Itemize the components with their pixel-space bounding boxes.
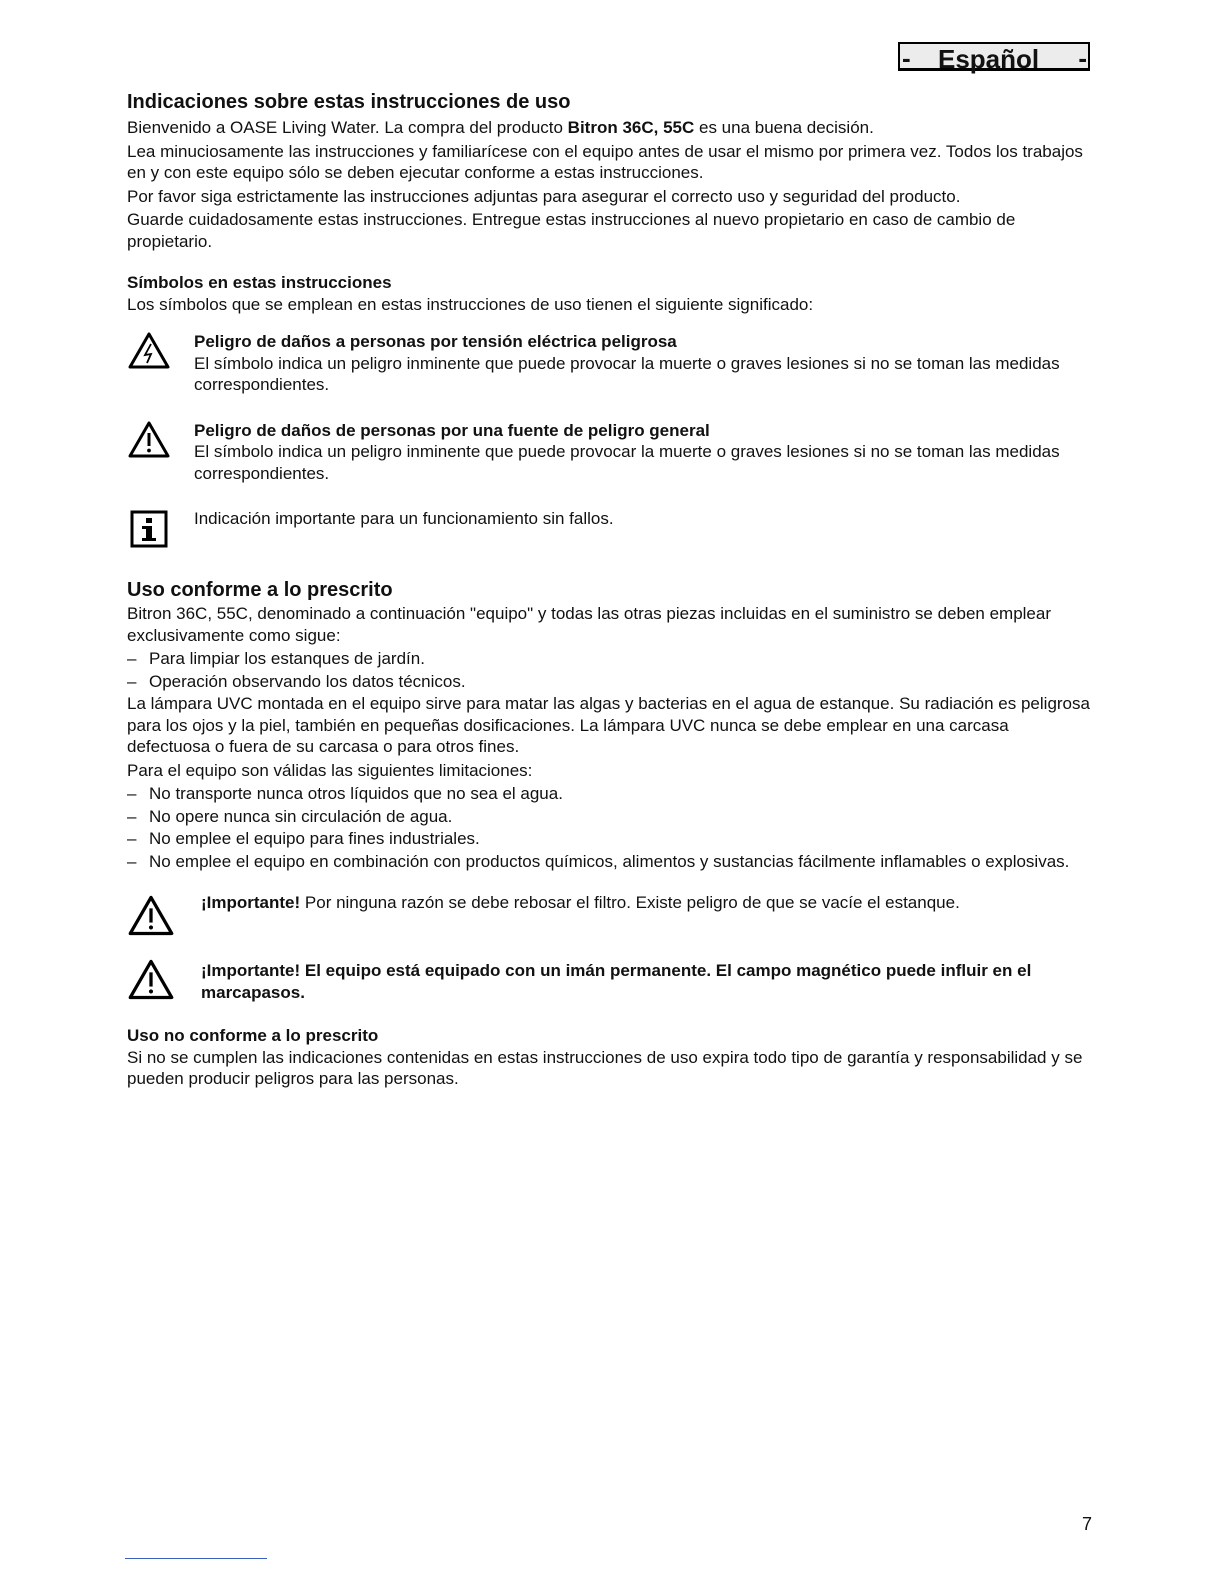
follow-paragraph: Por favor siga estrictamente las instrucciones adjuntas para asegurar el correcto uso y seguridad del producto. bbox=[127, 186, 961, 206]
warning-overflow-label: ¡Importante! bbox=[201, 893, 301, 912]
symbol-general-text: El símbolo indica un peligro inminente que puede provocar la muerte o graves lesiones si no se toman las medidas correspondientes. bbox=[194, 442, 1060, 483]
list-item: – No transporte nunca otros líquidos que no sea el agua. bbox=[127, 784, 563, 803]
limits-list bbox=[127, 783, 1095, 872]
section-title-improper-use: Uso no conforme a lo prescrito bbox=[127, 1026, 379, 1045]
general-warning-icon bbox=[127, 894, 175, 944]
electrical-hazard-icon bbox=[127, 331, 171, 377]
keep-paragraph: Guarde cuidadosamente estas instrucciones. Entregue estas instrucciones al nuevo propietario en caso de cambio de propietario. bbox=[127, 210, 1016, 251]
list-item: – No opere nunca sin circulación de agua. bbox=[127, 806, 453, 826]
intended-use-list bbox=[127, 648, 1095, 692]
symbol-electrical-title: Peligro de daños a personas por tensión eléctrica peligrosa bbox=[194, 332, 677, 351]
symbol-general bbox=[127, 420, 1095, 485]
info-icon bbox=[130, 510, 168, 554]
warning-overflow bbox=[127, 892, 1095, 940]
section-title-symbols: Símbolos en estas instrucciones bbox=[127, 273, 392, 292]
list-item: – Para limpiar los estanques de jardín. bbox=[127, 649, 425, 668]
warning-overflow-text: Por ninguna razón se debe rebosar el filtro. Existe peligro de que se vacíe el estanque. bbox=[300, 893, 960, 912]
list-item: – No emplee el equipo en combinación con productos químicos, alimentos y sustancias fácilmente inflamables o explosivas. bbox=[127, 851, 1070, 871]
general-warning-icon bbox=[127, 958, 175, 1008]
footnote-divider bbox=[125, 1558, 267, 1559]
section-title-instructions: Indicaciones sobre estas instrucciones de uso bbox=[127, 91, 571, 113]
section-title-intended-use: Uso conforme a lo prescrito bbox=[127, 579, 393, 601]
uvc-paragraph: La lámpara UVC montada en el equipo sirve para matar las algas y bacterias en el agua de estanque. Su radiación es peligrosa para los ojos y la piel, también en pequeñas dosificaciones. La lámpara UVC nunca se debe emplear en una carcasa defectuosa o fuera de su carcasa o para otros fines. bbox=[127, 694, 1090, 756]
language-tab-dash-left: - bbox=[902, 43, 911, 73]
warning-magnet bbox=[127, 960, 1095, 1003]
symbol-electrical bbox=[127, 331, 1095, 396]
general-warning-icon bbox=[127, 420, 171, 466]
welcome-paragraph: Bienvenido a OASE Living Water. La compra del producto Bitron 36C, 55C es una buena decisión. bbox=[127, 118, 874, 137]
language-label: Español bbox=[938, 44, 1040, 74]
symbol-electrical-text: El símbolo indica un peligro inminente que puede provocar la muerte o graves lesiones si no se toman las medidas correspondientes. bbox=[194, 353, 1060, 394]
improper-use-text: Si no se cumplen las indicaciones contenidas en estas instrucciones de uso expira todo tipo de garantía y responsabilidad y se pueden producir peligros para las personas. bbox=[127, 1047, 1083, 1088]
symbol-general-title: Peligro de daños de personas por una fuente de peligro general bbox=[194, 420, 710, 440]
symbol-info-text: Indicación importante para un funcionamiento sin fallos. bbox=[194, 509, 614, 528]
language-tab bbox=[898, 42, 1090, 74]
language-tab-dash-right: - bbox=[1078, 43, 1087, 73]
read-paragraph: Lea minuciosamente las instrucciones y familiarícese con el equipo antes de usar el mismo por primera vez. Todos los trabajos en y con este equipo sólo se deben ejecutar conforme a estas instrucciones. bbox=[127, 141, 1083, 182]
symbols-intro: Los símbolos que se emplean en estas instrucciones de uso tienen el siguiente significado: bbox=[127, 294, 814, 314]
list-item: – No emplee el equipo para fines industriales. bbox=[127, 829, 480, 848]
document-body bbox=[127, 90, 1095, 1092]
page-number: 7 bbox=[1082, 1514, 1093, 1534]
symbol-info bbox=[127, 508, 1095, 550]
list-item: – Operación observando los datos técnicos. bbox=[127, 671, 466, 691]
intended-use-intro: Bitron 36C, 55C, denominado a continuación "equipo" y todas las otras piezas incluidas en el suministro se deben emplear exclusivamente como sigue: bbox=[127, 604, 1052, 645]
warning-magnet-text: ¡Importante! El equipo está equipado con un imán permanente. El campo magnético puede influir en el marcapasos. bbox=[201, 961, 1032, 1002]
limits-intro: Para el equipo son válidas las siguientes limitaciones: bbox=[127, 760, 533, 780]
